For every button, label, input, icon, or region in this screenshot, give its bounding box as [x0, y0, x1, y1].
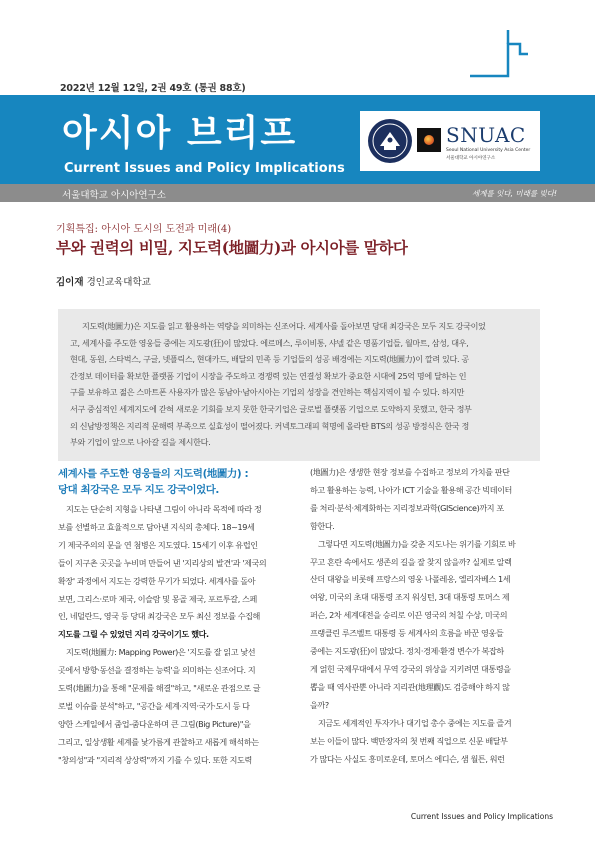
body-line: 양한 스케일에서 줌업-줌다운하며 큰 그림(Big Picture)"을 [58, 718, 251, 729]
body-line: 지도력(地圖力: Mapping Power)은 '지도를 잘 읽고 낯선 [66, 647, 256, 658]
abstract-line: 의 신남방정책은 지리적 문해력 부족으로 실효성이 떨어졌다. 커넥토그래피 혁명에 올라탄 BTS의 성공 방정식은 한국 정 [70, 420, 469, 431]
section-heading [58, 466, 292, 498]
body-line: 산더 대왕을 비롯해 프랑스의 영웅 나폴레옹, 엘리자베스 1세 [310, 574, 511, 585]
body-line: 기 제국주의의 문을 연 첨병은 지도였다. 15세기 이후 유럽인 [58, 539, 258, 550]
abstract-line: 간정보 데이터를 확보한 플랫폼 기업이 시장을 주도하고 경쟁력 있는 연결성 확보가 중요한 시대에 25억 명에 달하는 인 [70, 370, 467, 381]
publication-subtitle: Current Issues and Policy Implications [64, 161, 345, 176]
body-line: 게 얽힌 국제무대에서 무역 강국의 위상을 지키려면 대통령을 [310, 663, 511, 674]
body-line: 그렇다면 지도력(地圖力)을 갖춘 지도나는 위기를 기회로 바 [318, 538, 516, 549]
body-line: 중에는 지도광(狂)이 많았다. 정치·경제·환경 변수가 복잡하 [310, 646, 504, 657]
abstract-line: 현대, 동원, 스타벅스, 구글, 넷플릭스, 현대카드, 배달의 민족 등 기업들의 성공 배경에는 지도력(地圖力)이 깔려 있다. 공 [70, 354, 469, 365]
issue-line: 2022년 12월 12일, 2권 49호 (통권 88호) [60, 83, 246, 94]
author-affiliation: 경인교육대학교 [86, 277, 151, 288]
body-line: 곳에서 방향·동선을 결정하는 능력'을 의미하는 신조어다. 지 [58, 665, 256, 676]
body-line: 도력(地圖力)을 통해 "문제를 해결"하고, "새로운 관점으로 글 [58, 683, 261, 694]
snuac-logo-text: SNUAC [446, 123, 526, 147]
body-line: 뽑을 때 역사관뿐 아니라 지리관(地理觀)도 검증해야 하지 않 [310, 681, 510, 692]
snuac-logo-korean: 서울대학교 아시아연구소 [446, 156, 496, 161]
body-line: 로벌 이슈를 분석"하고, "공간을 세계·지역·국가·도시 등 다 [58, 700, 250, 711]
body-line: 보를 선별하고 효율적으로 담아낸 지식의 총체다. 18~19세 [58, 521, 255, 532]
abstract-box [58, 309, 540, 461]
abstract-line: 서구 중심적인 세계지도에 갇혀 새로운 기회를 보지 못한 한국기업은 글로벌 플랫폼 기업으로 도약하지 못했고, 한국 정부 [70, 403, 472, 414]
body-line: 하고 활용하는 능력, 나아가 ICT 기술을 활용해 공간 빅데이터 [310, 484, 512, 495]
page-footer: Current Issues and Policy Implications [410, 812, 553, 821]
abstract-line: 구를 보유하고 젊은 스마트폰 사용자가 많은 동남아·남아시아는 기업의 성장을 견인하는 핵심지역이 될 수 있다. 하지만 [70, 387, 465, 398]
body-line: 지도를 그릴 수 있었던 지리 강국이기도 했다. [58, 629, 209, 640]
body-line: 가 많다는 사실도 흥미로운데, 토머스 에디슨, 샘 월튼, 워런 [310, 753, 505, 764]
body-line: 그리고, 일상생활 세계를 낯가름게 관찰하고 새롭게 해석하는 [58, 736, 259, 747]
body-line: 들이 지구촌 곳곳을 누비며 만들어 낸 '지리상의 발견'과 '제국의 [58, 557, 267, 568]
body-line: "창의성"과 "지리적 상상력"까지 기를 수 있다. 또한 지도력 [58, 754, 252, 765]
snuac-emblem-icon [417, 128, 441, 152]
abstract-line: 지도력(地圖力)은 지도를 읽고 활용하는 역량을 의미하는 신조어다. 세계사를 돌아보면 당대 최강국은 모두 지도 강국이었 [82, 321, 486, 331]
article-kicker: 기획특집: 아시아 도시의 도전과 미래(4) [56, 224, 232, 235]
right-column [310, 464, 544, 768]
left-column [58, 464, 292, 770]
section-heading-line: 세계사를 주도한 영웅들의 지도력(地圖力) : [58, 468, 249, 480]
corner-tab-decoration [470, 30, 528, 78]
body-line: (地圖力)은 생생한 현장 정보를 수집하고 정보의 가치를 판단 [310, 467, 510, 477]
institute-name: 서울대학교 아시아연구소 [62, 190, 166, 201]
body-line: 보면, 그리스·로마 제국, 이슬람 및 몽골 제국, 포르투갈, 스페 [58, 593, 257, 604]
article-author [56, 274, 151, 288]
abstract-line: 고, 세계사를 주도한 영웅들 중에는 지도광(狂)이 많았다. 에르메스, 루이비통, 샤넬 같은 명품기업들, 월마트, 삼성, 대우, [70, 337, 469, 348]
body-line: 퍼슨, 2차 세계대전을 승리로 이끈 영국의 처칠 수상, 미국의 [310, 610, 508, 621]
author-name: 김이재 [56, 277, 84, 288]
body-line: 지금도 세계적인 투자가나 대기업 총수 중에는 지도를 즐겨 [318, 717, 512, 728]
header-banner [0, 95, 595, 184]
body-line: 보는 이들이 많다. 백만장자의 첫 번째 직업으로 신문 배달부 [310, 735, 508, 746]
publication-title: 아시아 브리프 [62, 113, 298, 154]
body-line: 함한다. [310, 520, 335, 531]
body-line: 프랭클린 루즈벨트 대통령 등 세계사의 흐름을 바꾼 영웅들 [310, 628, 504, 639]
institute-bar [0, 184, 595, 202]
body-line: 인, 네덜란드, 영국 등 당대 최강국은 모두 최신 정보를 수집해 [58, 611, 260, 622]
body-line: 을까? [310, 699, 329, 710]
article-title: 부와 권력의 비밀, 지도력(地圖力)과 아시아를 말하다 [56, 238, 408, 257]
logo-panel [360, 111, 540, 171]
body-line: 확장' 과정에서 지도는 강력한 무기가 되었다. 세계사를 돌아 [58, 575, 256, 586]
university-seal-icon [367, 118, 413, 164]
snuac-logo-english: Seoul National University Asia Center [446, 148, 531, 153]
body-line: 꾸고 혼란 속에서도 생존의 길을 잘 찾지 않을까? 실제로 알렉 [310, 556, 512, 567]
body-line: 여왕, 미국의 초대 대통령 조지 워싱턴, 3대 대통령 토머스 제 [310, 592, 510, 603]
section-heading-line: 당대 최강국은 모두 지도 강국이었다. [58, 484, 219, 496]
body-line: 를 처리·분석·체계화하는 지리정보과학(GIScience)까지 포 [310, 502, 504, 513]
body-line: 지도는 단순히 지형을 나타낸 그림이 아니라 목적에 따라 정 [66, 504, 262, 514]
abstract-line: 부와 기업이 앞으로 나아갈 길을 제시한다. [70, 437, 211, 448]
institute-slogan: 세계를 잇다, 미래를 빚다! [472, 189, 557, 198]
